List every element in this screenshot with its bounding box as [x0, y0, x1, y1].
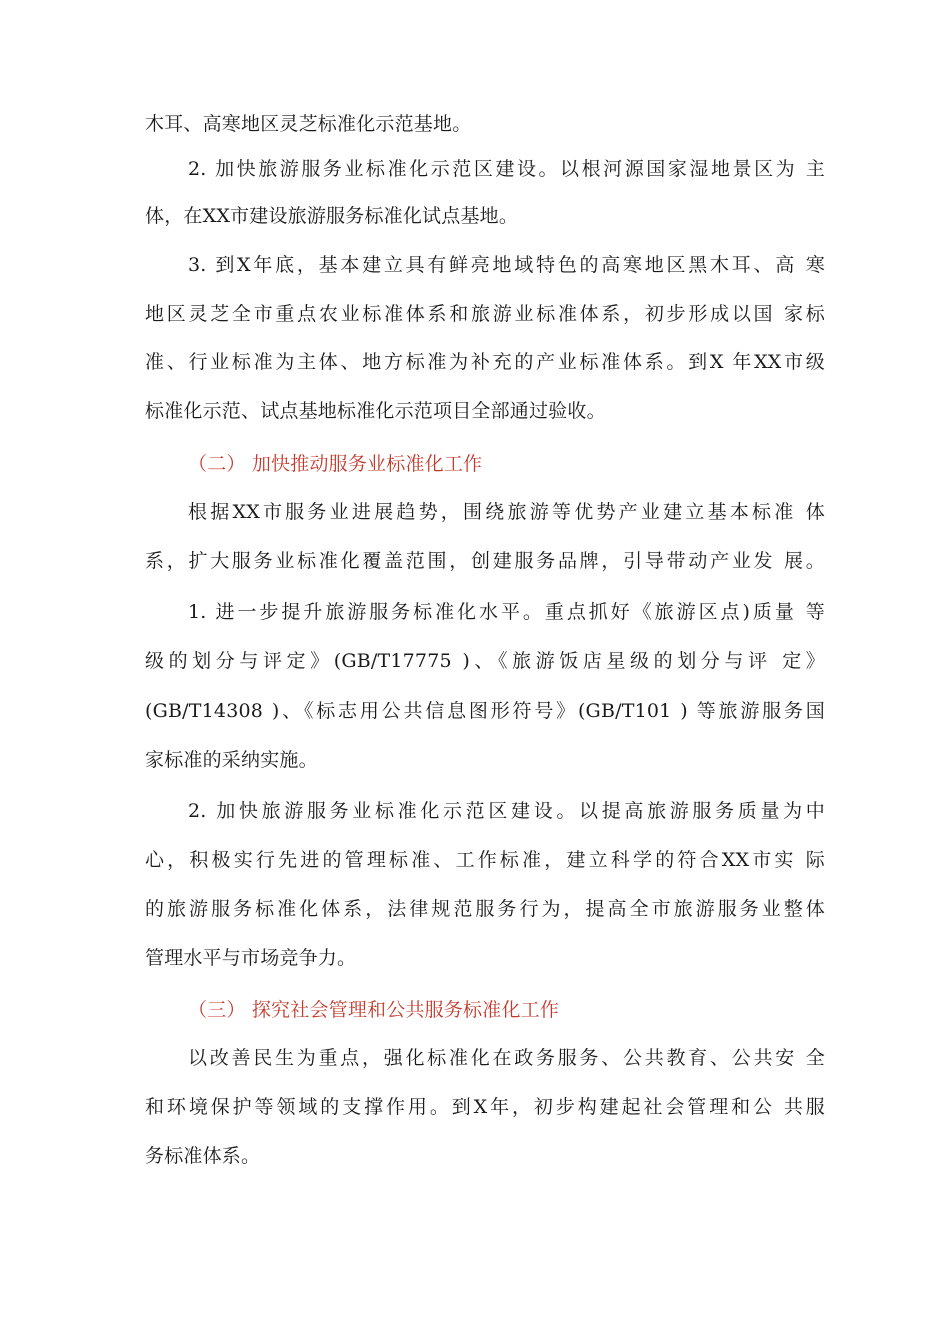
paragraph-line: 2. 加快旅游服务业标准化示范区建设。以提高旅游服务质量为中 — [188, 800, 825, 822]
section-heading: （三） 探究社会管理和公共服务标准化工作 — [188, 999, 560, 1021]
paragraph-line: 准、行业标准为主体、地方标准为补充的产业标准体系。到X 年XX市级 — [145, 351, 825, 373]
paragraph-line: 木耳、高寒地区灵芝标准化示范基地。 — [145, 113, 472, 135]
paragraph-line: 以改善民生为重点，强化标准化在政务服务、公共教育、公共安 全 — [188, 1047, 825, 1069]
paragraph-line: 3. 到X年底，基本建立具有鲜亮地域特色的高寒地区黑木耳、高 寒 — [188, 254, 825, 276]
paragraph-line: 体，在XX市建设旅游服务标准化试点基地。 — [145, 205, 519, 227]
paragraph-line: 家标准的采纳实施。 — [145, 749, 318, 771]
paragraph-line: 系，扩大服务业标准化覆盖范围，创建服务品牌，引导带动产业发 展。 — [145, 550, 825, 572]
paragraph-line: 管理水平与市场竞争力。 — [145, 947, 357, 969]
paragraph-line: 的旅游服务标准化体系，法律规范服务行为，提高全市旅游服务业整体 — [145, 898, 825, 920]
paragraph-line: (GB/T14308 )、《标志用公共信息图形符号》(GB/T101 ) 等旅游服务国 — [145, 700, 825, 722]
paragraph-line: 和环境保护等领域的支撑作用。到X年，初步构建起社会管理和公 共服 — [145, 1096, 825, 1118]
section-heading: （二） 加快推动服务业标准化工作 — [188, 453, 483, 475]
paragraph-line: 心，积极实行先进的管理标准、工作标准，建立科学的符合XX市实 际 — [145, 849, 825, 871]
paragraph-line: 务标准体系。 — [145, 1145, 261, 1167]
paragraph-line: 级的划分与评定》(GB/T17775 )、《旅游饭店星级的划分与评 定》 — [145, 650, 825, 672]
paragraph-line: 1. 进一步提升旅游服务标准化水平。重点抓好《旅游区点)质量 等 — [188, 601, 825, 623]
paragraph-line: 根据XX市服务业进展趋势，围绕旅游等优势产业建立基本标准 体 — [188, 501, 825, 523]
paragraph-line: 标准化示范、试点基地标准化示范项目全部通过验收。 — [145, 400, 606, 422]
paragraph-line: 2. 加快旅游服务业标准化示范区建设。以根河源国家湿地景区为 主 — [188, 158, 825, 180]
paragraph-line: 地区灵芝全市重点农业标准体系和旅游业标准体系，初步形成以国 家标 — [145, 303, 825, 325]
